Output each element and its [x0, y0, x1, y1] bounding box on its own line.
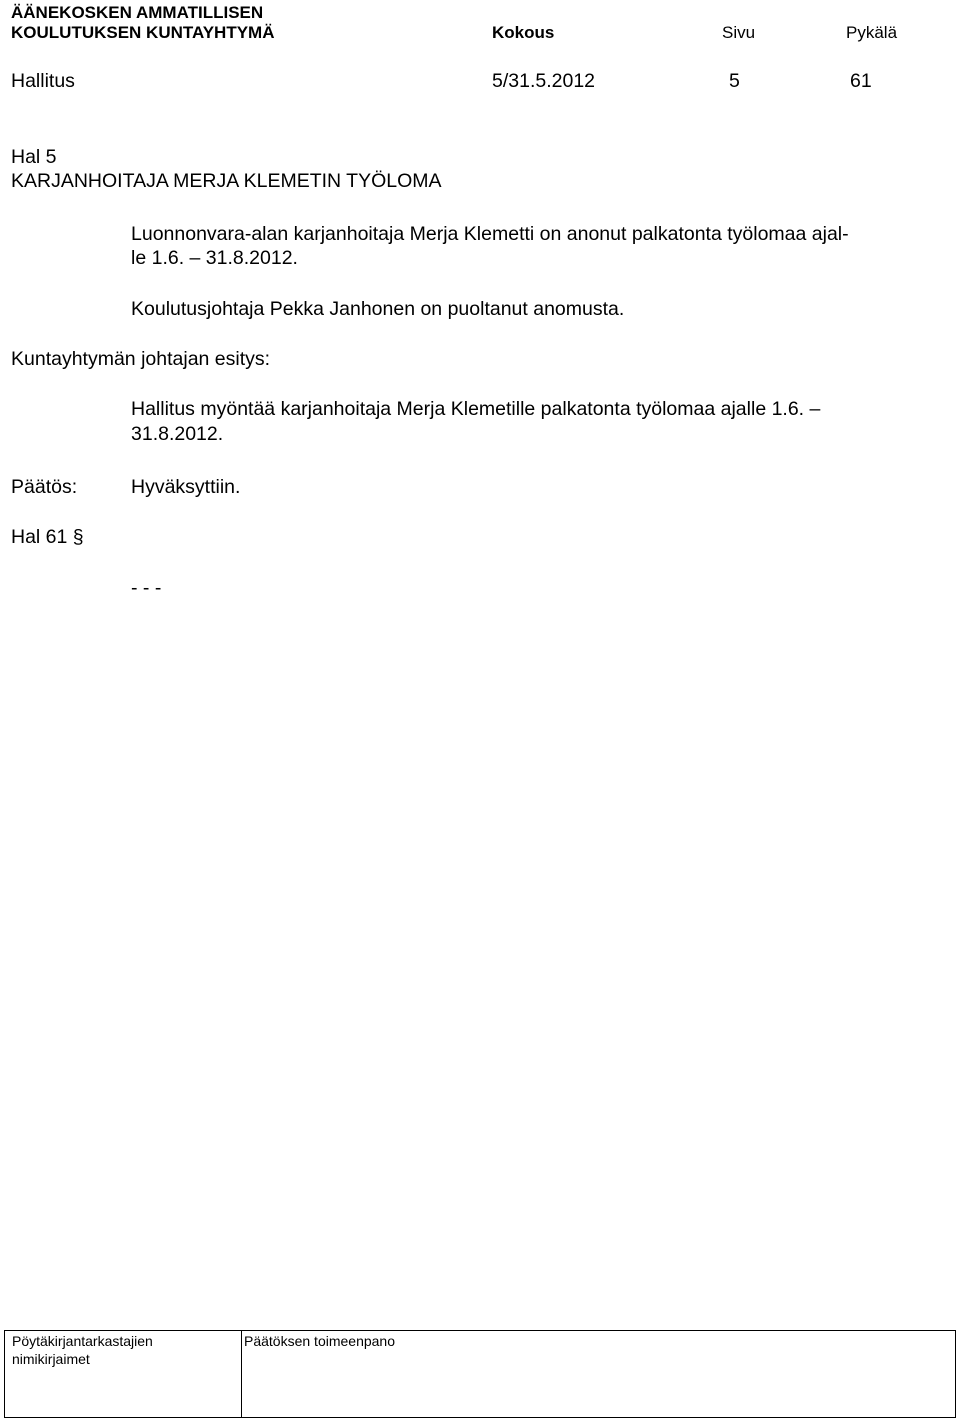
pykala-label: Pykälä: [846, 23, 898, 42]
proposal-label: Kuntayhtymän johtajan esitys:: [11, 348, 271, 370]
separator: - - -: [131, 577, 162, 599]
item-number: Hal 5: [11, 146, 57, 168]
section-reference: Hal 61 §: [11, 526, 84, 548]
proposal-line-1: Hallitus myöntää karjanhoitaja Merja Klemetille palkatonta työlomaa ajalle 1.6. –: [131, 398, 821, 420]
org-name-line2: KOULUTUKSEN KUNTAYHTYMÄ: [11, 23, 275, 42]
footer-box: [4, 1330, 956, 1418]
decision-text: Hyväksyttiin.: [131, 476, 241, 498]
kokous-label: Kokous: [492, 23, 555, 42]
item-title: KARJANHOITAJA MERJA KLEMETIN TYÖLOMA: [11, 170, 442, 192]
paragraph-1-line-2: le 1.6. – 31.8.2012.: [131, 247, 298, 269]
footer-reviewers-label-line1: Pöytäkirjantarkastajien: [12, 1333, 153, 1349]
org-name-line1: ÄÄNEKOSKEN AMMATILLISEN: [11, 3, 264, 22]
section-number: 61: [850, 70, 872, 92]
page-number: 5: [729, 70, 740, 92]
footer-reviewers-label-line2: nimikirjaimet: [12, 1351, 90, 1367]
paragraph-1-line-1: Luonnonvara-alan karjanhoitaja Merja Klemetti on anonut palkatonta työlomaa ajal-: [131, 223, 849, 245]
sivu-label: Sivu: [722, 23, 756, 42]
paragraph-2: Koulutusjohtaja Pekka Janhonen on puoltanut anomusta.: [131, 298, 625, 320]
footer-divider: [241, 1331, 242, 1417]
body-name: Hallitus: [11, 70, 75, 92]
decision-label: Päätös:: [11, 476, 78, 498]
footer-implementation-label: Päätöksen toimeenpano: [244, 1333, 395, 1349]
proposal-line-2: 31.8.2012.: [131, 423, 224, 445]
meeting-number: 5/31.5.2012: [492, 70, 596, 92]
